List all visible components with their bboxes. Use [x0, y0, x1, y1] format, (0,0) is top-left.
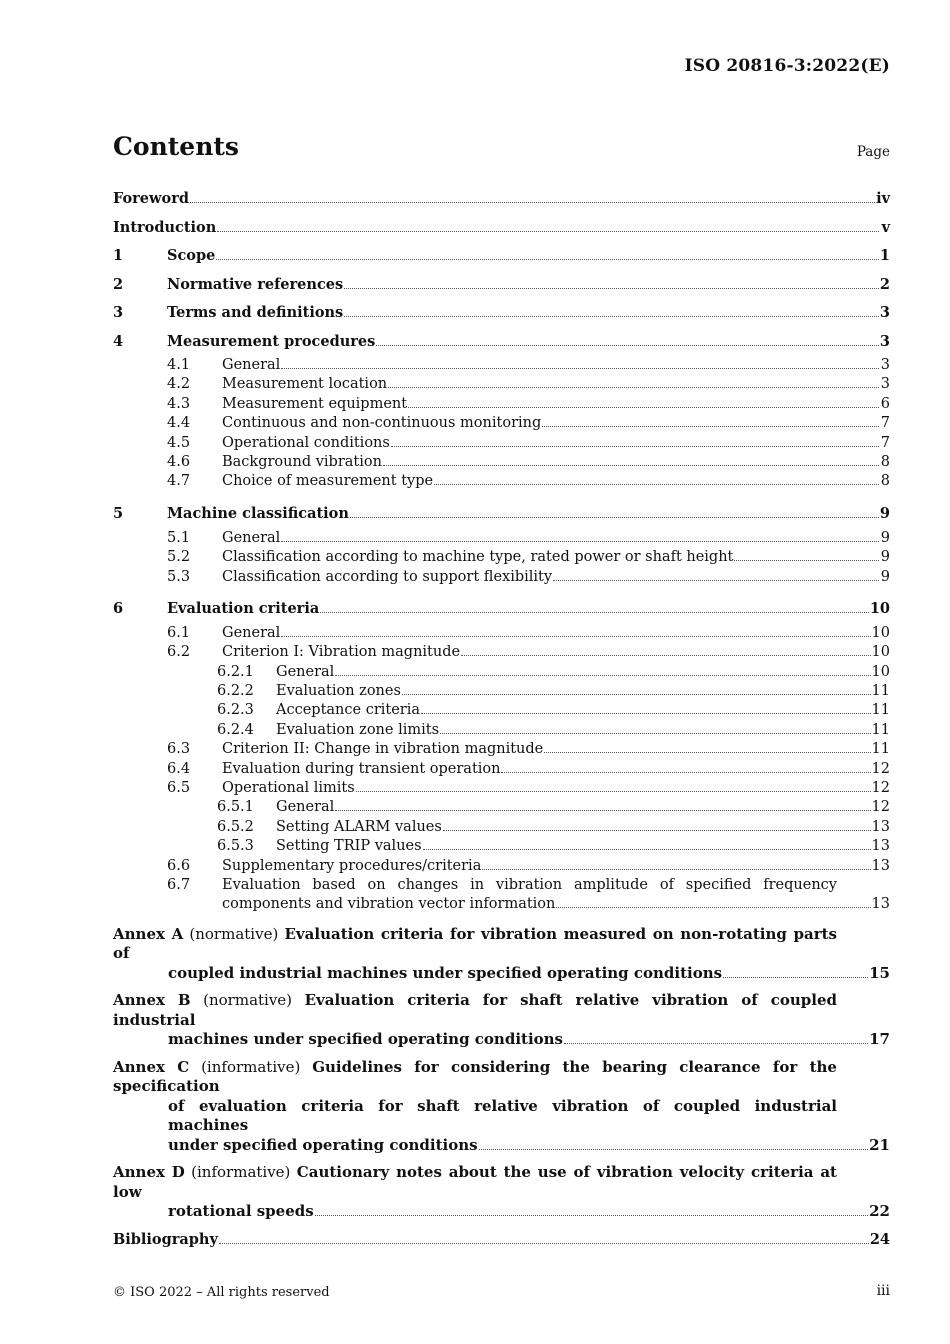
dot-leader: [556, 906, 870, 908]
toc-number: 4.1: [167, 357, 191, 373]
dot-leader: [335, 674, 870, 676]
dot-leader: [216, 258, 879, 260]
toc-number: 6.3: [167, 741, 191, 758]
toc-entry-6-5-2[interactable]: [113, 818, 890, 837]
standard-reference: ISO 20816-3:2022(E): [684, 56, 890, 76]
toc-number: 6.5.3: [217, 838, 254, 855]
toc-entry-4-6[interactable]: [113, 453, 890, 472]
toc-page: 3: [880, 357, 890, 373]
toc-number: 6.2.3: [217, 702, 254, 719]
dot-leader: [461, 654, 870, 656]
toc-page: 13: [871, 857, 890, 874]
toc-entry-6-2-1[interactable]: [113, 663, 890, 682]
toc-page: 9: [880, 529, 890, 546]
toc-title: General: [222, 624, 281, 641]
toc-number: 6.6: [167, 857, 191, 874]
toc-title: Setting ALARM values: [276, 818, 442, 835]
toc-page: 6: [880, 395, 890, 412]
dot-leader: [320, 611, 869, 613]
toc-page: 8: [880, 473, 890, 490]
toc-title: Scope: [167, 247, 216, 264]
toc-entry-6-5-3[interactable]: [113, 837, 890, 856]
toc-number: 5.1: [167, 529, 191, 546]
dot-leader: [542, 425, 879, 427]
toc-number: 6.2.4: [217, 721, 254, 738]
toc-page: 15: [869, 963, 890, 982]
toc-title: Operational limits: [222, 780, 355, 797]
toc-title-line: components and vibration vector information: [222, 896, 556, 913]
annex-kind: (normative): [189, 924, 279, 943]
toc-title: Measurement location: [222, 376, 388, 393]
annex-title-line: Evaluation criteria for shaft relative vibration of coupled industrial: [113, 991, 837, 1029]
dot-leader: [501, 771, 870, 773]
toc-number: 4: [113, 332, 124, 350]
toc-page: 17: [869, 1030, 890, 1049]
toc-number: 6.5.1: [217, 799, 254, 816]
toc-page: 9: [879, 505, 890, 523]
toc-page: 3: [879, 332, 890, 350]
toc-number: 4.7: [167, 473, 191, 490]
copyright-notice: © ISO 2022 – All rights reserved: [113, 1285, 330, 1300]
dot-leader: [434, 483, 879, 485]
toc-page: 9: [880, 568, 890, 585]
dot-leader: [423, 848, 871, 850]
annex-title-line: of evaluation criteria for shaft relative vibration of coupled industrial machines: [168, 1096, 837, 1135]
toc-page: 8: [880, 453, 890, 470]
toc-title: Background vibration: [222, 453, 382, 470]
dot-leader: [402, 693, 871, 695]
toc-title: General: [276, 799, 335, 816]
annex-title-line: Cautionary notes about the use of vibration velocity criteria at low: [113, 1163, 837, 1201]
toc-page: 21: [869, 1135, 890, 1154]
dot-leader: [335, 809, 870, 811]
annex-first-line: [113, 925, 837, 964]
dot-leader: [315, 1214, 868, 1216]
dot-leader: [356, 790, 871, 792]
toc-title: Operational conditions: [222, 434, 390, 451]
toc-page: iv: [876, 190, 890, 207]
toc-number: 4.5: [167, 434, 191, 451]
dot-leader: [350, 516, 879, 518]
toc-page: v: [881, 218, 890, 236]
toc-page: 13: [871, 818, 890, 835]
toc-page: 10: [871, 624, 890, 641]
toc-number: 4.4: [167, 415, 191, 432]
annex-title-line: machines under specified operating conditions: [168, 1030, 563, 1049]
toc-page: 7: [880, 434, 890, 451]
toc-entry-6-1[interactable]: [113, 624, 890, 643]
toc-entry-4-2[interactable]: [113, 375, 890, 394]
toc-title: Terms and definitions: [167, 304, 344, 321]
dot-leader: [723, 976, 868, 978]
toc-number: 1: [113, 247, 124, 264]
dot-leader: [383, 464, 879, 466]
annex-label: Annex A: [113, 924, 184, 943]
toc-page: 12: [871, 760, 890, 777]
toc-entry-5[interactable]: [113, 500, 890, 529]
annex-title-line: coupled industrial machines under specified operating conditions: [168, 963, 723, 982]
toc-title: Normative references: [167, 275, 344, 293]
toc-number: 4.3: [167, 395, 191, 412]
toc-page: 10: [871, 644, 890, 661]
toc-entry-4-3[interactable]: [113, 395, 890, 414]
toc-title: Evaluation zone limits: [276, 721, 440, 738]
toc-number: 5: [113, 505, 124, 523]
toc-entry-6-7[interactable]: [113, 876, 890, 915]
toc-page: 1: [879, 247, 890, 264]
toc-entry-4[interactable]: [113, 328, 890, 357]
toc-number: 4.6: [167, 453, 191, 470]
toc-number: 6: [113, 600, 124, 618]
toc-title: Supplementary procedures/criteria: [222, 857, 482, 874]
toc-entry-bibliography[interactable]: [113, 1226, 890, 1255]
toc-title: Bibliography: [113, 1230, 218, 1248]
annex-title-line: Guidelines for considering the bearing clearance for the specification: [113, 1057, 837, 1096]
annex-title-line: Evaluation criteria for vibration measured on non-rotating parts of: [113, 924, 837, 963]
toc-entry-2[interactable]: [113, 271, 890, 300]
toc-entry-introduction[interactable]: [113, 214, 890, 243]
toc-entry-6[interactable]: [113, 595, 890, 624]
toc-title: Measurement procedures: [167, 332, 376, 350]
toc-entry-6-2[interactable]: [113, 643, 890, 662]
toc-title: Criterion II: Change in vibration magnitude: [222, 741, 544, 758]
toc-entry-4-1[interactable]: [113, 356, 890, 375]
toc-entry-6-5-1[interactable]: [113, 798, 890, 817]
toc-page: 13: [871, 838, 890, 855]
toc-title: General: [222, 529, 281, 546]
dot-leader: [734, 559, 879, 561]
dot-leader: [388, 386, 879, 388]
annex-label: Annex C: [113, 1057, 190, 1076]
toc-entry-annex-b[interactable]: [113, 991, 890, 1050]
toc-title: Choice of measurement type: [222, 473, 434, 490]
toc-number: 6.5.2: [217, 818, 254, 835]
toc-page: 12: [871, 780, 890, 797]
dot-leader: [219, 1242, 869, 1244]
toc-number: 5.3: [167, 568, 191, 585]
annex-kind: (informative): [191, 1163, 291, 1182]
dot-leader: [376, 344, 879, 346]
toc-number: 6.4: [167, 760, 191, 777]
toc-entry-annex-a[interactable]: [113, 925, 890, 984]
toc-entry-6-2-4[interactable]: [113, 721, 890, 740]
toc-entry-5-1[interactable]: [113, 529, 890, 548]
toc-entry-annex-d[interactable]: [113, 1163, 890, 1222]
toc-page: 7: [880, 415, 890, 432]
annex-label: Annex B: [113, 991, 191, 1010]
toc-page: 22: [869, 1202, 890, 1221]
toc-entry-foreword[interactable]: [113, 185, 890, 214]
toc-title: Evaluation criteria: [167, 600, 320, 618]
toc-title: General: [222, 357, 281, 373]
dot-leader: [564, 1042, 868, 1044]
toc-title: Machine classification: [167, 505, 349, 523]
toc-number: 6.1: [167, 624, 191, 641]
toc-page: 10: [869, 600, 890, 618]
toc-entry-6-3[interactable]: [113, 740, 890, 759]
dot-leader: [553, 579, 879, 581]
dot-leader: [281, 367, 879, 369]
toc-page: 11: [871, 741, 890, 758]
dot-leader: [217, 230, 879, 232]
toc-number: 6.2.2: [217, 683, 254, 700]
page-title: Contents: [113, 132, 240, 161]
toc-entry-6-5[interactable]: [113, 779, 890, 798]
annex-kind: (normative): [203, 991, 293, 1010]
dot-leader: [482, 868, 870, 870]
toc-number: 6.7: [167, 876, 191, 893]
dot-leader: [479, 1148, 869, 1150]
toc-page: 2: [879, 275, 890, 293]
annex-first-line: [113, 1058, 837, 1097]
toc-page: 11: [871, 721, 890, 738]
toc-title: Measurement equipment: [222, 395, 408, 412]
toc-number: 6.2.1: [217, 663, 254, 680]
annex-title-line: rotational speeds: [168, 1202, 314, 1221]
toc-entry-1[interactable]: [113, 242, 890, 271]
toc-title: Evaluation zones: [276, 683, 401, 700]
toc-entry-6-6[interactable]: [113, 857, 890, 876]
dot-leader: [443, 829, 871, 831]
toc-page: 9: [880, 549, 890, 566]
toc-page: 24: [869, 1230, 890, 1248]
toc-title: Acceptance criteria: [276, 702, 421, 719]
dot-leader: [391, 445, 879, 447]
toc-page: 3: [879, 304, 890, 321]
toc-title: General: [276, 663, 335, 680]
toc-title: Classification according to support flexibility: [222, 568, 553, 585]
toc-number: 4.2: [167, 376, 191, 393]
toc-title: Foreword: [113, 190, 189, 207]
toc-number: 2: [113, 275, 124, 293]
toc-entry-3[interactable]: [113, 299, 890, 328]
toc-number: 3: [113, 304, 124, 321]
toc-entry-4-5[interactable]: [113, 434, 890, 453]
dot-leader: [281, 635, 870, 637]
toc-title: Classification according to machine type, rated power or shaft height: [222, 549, 734, 566]
dot-leader: [281, 540, 879, 542]
dot-leader: [408, 406, 879, 408]
table-of-contents: [113, 185, 890, 1254]
toc-entry-6-4[interactable]: [113, 760, 890, 779]
annex-first-line: [113, 1163, 837, 1202]
toc-page: 12: [871, 799, 890, 816]
page-column-label: Page: [856, 144, 890, 160]
toc-page: 13: [871, 896, 890, 913]
toc-number: 6.2: [167, 644, 191, 661]
toc-title: Introduction: [113, 218, 217, 236]
page-number: iii: [876, 1283, 890, 1299]
annex-first-line: [113, 991, 837, 1030]
annex-title-line: under specified operating conditions: [168, 1135, 478, 1154]
toc-title: Continuous and non-continuous monitoring: [222, 415, 542, 432]
toc-page: 11: [871, 702, 890, 719]
toc-entry-6-2-3[interactable]: [113, 701, 890, 720]
dot-leader: [440, 732, 871, 734]
toc-entry-4-7[interactable]: [113, 472, 890, 491]
toc-title: Criterion I: Vibration magnitude: [222, 644, 461, 661]
toc-page: 10: [871, 663, 890, 680]
dot-leader: [344, 287, 879, 289]
toc-title: Setting TRIP values: [276, 838, 422, 855]
toc-entry-4-4[interactable]: [113, 414, 890, 433]
toc-page: 11: [871, 683, 890, 700]
toc-entry-5-3[interactable]: [113, 568, 890, 587]
annex-kind: (informative): [201, 1057, 301, 1076]
dot-leader: [190, 201, 875, 203]
dot-leader: [421, 712, 871, 714]
dot-leader: [344, 315, 879, 317]
toc-title: Evaluation during transient operation: [222, 760, 501, 777]
toc-entry-5-2[interactable]: [113, 548, 890, 567]
toc-number: 6.5: [167, 780, 191, 797]
toc-number: 5.2: [167, 549, 191, 566]
toc-page: 3: [880, 376, 890, 393]
toc-entry-annex-c[interactable]: [113, 1058, 890, 1156]
annex-label: Annex D: [113, 1163, 185, 1182]
toc-entry-6-2-2[interactable]: [113, 682, 890, 701]
toc-title-line: Evaluation based on changes in vibration amplitude of specified frequency: [222, 876, 837, 893]
dot-leader: [544, 751, 870, 753]
